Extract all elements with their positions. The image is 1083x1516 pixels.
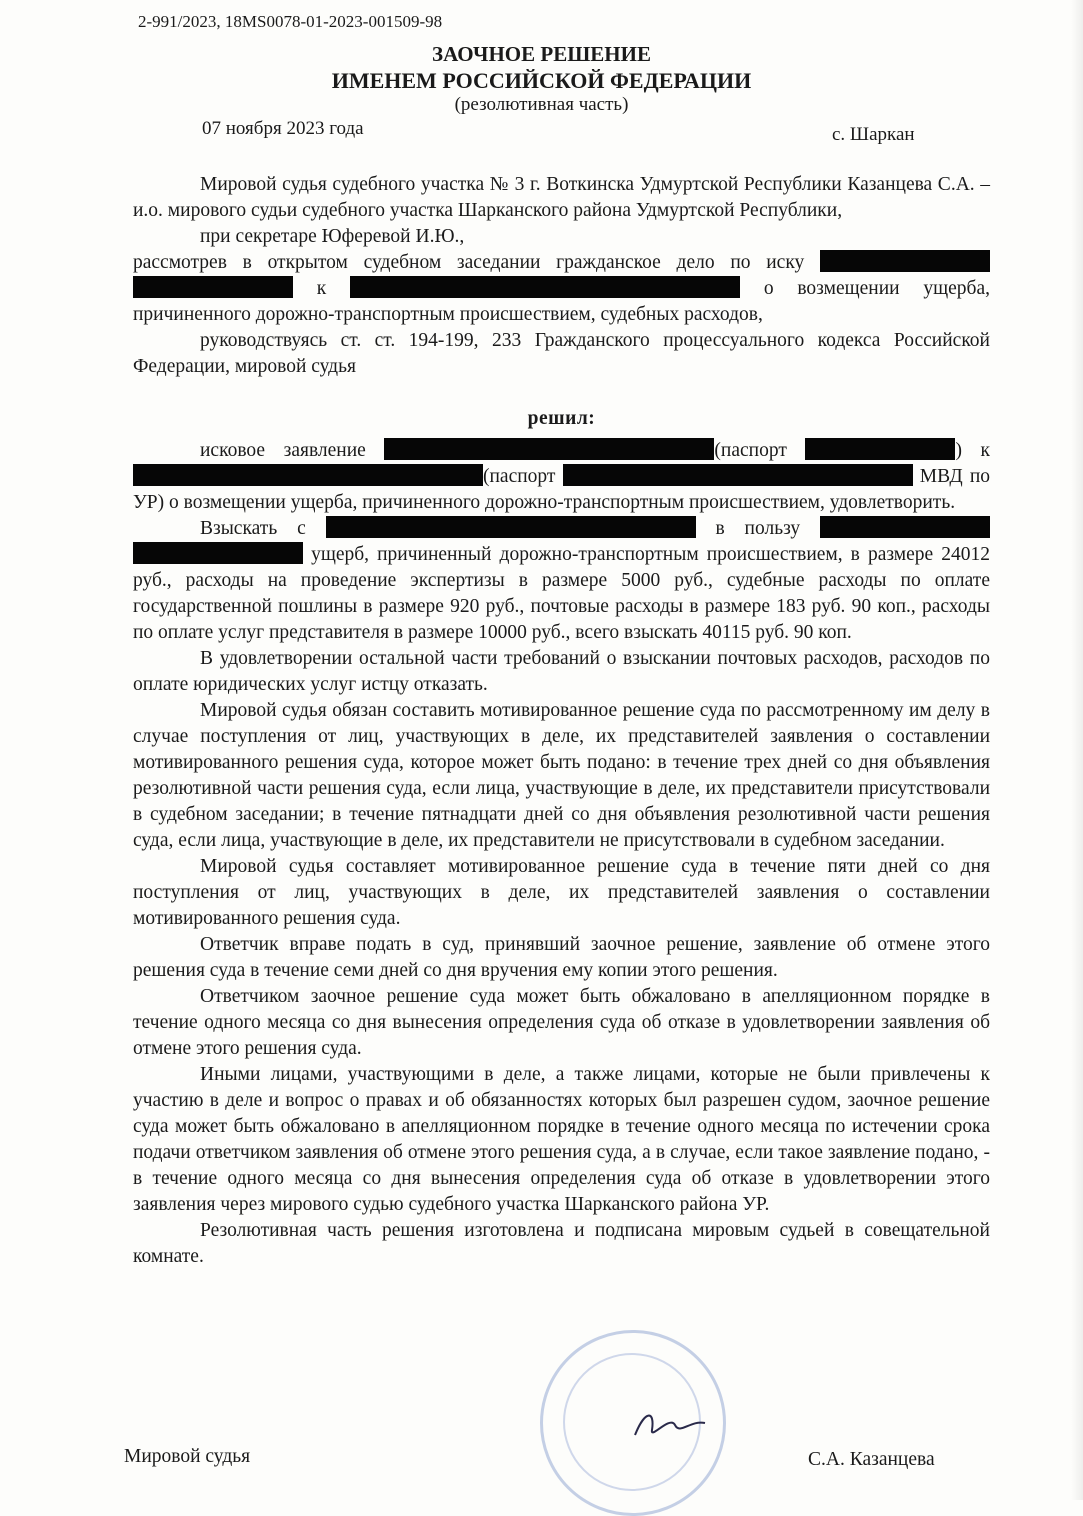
document-body: [133, 172, 990, 1270]
claim-text-b: (паспорт: [714, 440, 787, 461]
redaction-block: [563, 464, 913, 486]
redaction-block: [820, 250, 990, 272]
recover-text-c: ущерб, причиненный дорожно-транспортным происшествием, в размере 24012 руб., расходы на проведение экспертизы в размере 5000 руб., судебные расходы по оплате государственной пошлины в размере 920 руб., почтовые расходы в размере 183 руб. 90 коп., расходы по оплате услуг представителя в размере 10000 руб., всего взыскать 40115 руб. 90 коп.: [133, 544, 990, 643]
redaction-block: [805, 438, 955, 460]
intro-case-text-b: к: [316, 278, 327, 299]
paragraph-refusal: В удовлетворении остальной части требований о взыскании почтовых расходов, расходов по оплате юридических услуг истцу отказать.: [133, 648, 990, 695]
intro-case-text-a: рассмотрев в открытом судебном заседании гражданское дело по иску: [133, 252, 805, 273]
redaction-block: [384, 438, 714, 460]
signature-title: Мировой судья: [124, 1446, 251, 1467]
signature-name: С.А. Казанцева: [808, 1449, 935, 1470]
recover-paragraph: [133, 516, 990, 646]
paragraph-motivated-term: Мировой судья составляет мотивированное решение суда в течение пяти дней со дня поступления от лиц, участвующих в деле, их представителей заявления о составлении мотивированного решения суда.: [133, 856, 990, 929]
redaction-block: [133, 464, 483, 486]
intro-case-text-c: о возмещении ущерба, причиненного дорожно-транспортным происшествием, судебных расходов,: [133, 278, 990, 325]
intro-case: [133, 250, 990, 328]
claim-text-d: (паспорт: [483, 466, 556, 487]
redaction-block: [350, 276, 740, 298]
claim-text-e: МВД по УР) о возмещении ущерба, причиненного дорожно-транспортным происшествием, удовлетворить.: [133, 466, 991, 513]
case-number: 2-991/2023, 18MS0078-01-2023-001509-98: [138, 12, 443, 31]
paragraph-resolutive: Резолютивная часть решения изготовлена и подписана мировым судьей в совещательной комнате.: [133, 1220, 990, 1267]
decision-date: 07 ноября 2023 года: [202, 118, 364, 139]
intro-secretary: при секретаре Юферевой И.Ю.,: [200, 226, 465, 247]
decision-heading: решил:: [527, 408, 596, 429]
document-subtitle: (резолютивная часть): [454, 94, 629, 115]
redaction-block: [133, 276, 293, 298]
paragraph-defendant-right: Ответчик вправе подать в суд, принявший заочное решение, заявление об отмене этого решения суда в течение семи дней со дня вручения ему копии этого решения.: [133, 934, 990, 981]
recover-text-b: в пользу: [715, 518, 801, 539]
redaction-block: [820, 516, 990, 538]
decision-place: с. Шаркан: [832, 124, 915, 145]
judge-signature: [630, 1405, 710, 1445]
paragraph-others-appeal: Иными лицами, участвующими в деле, а также лицами, которые не были привлечены к участию в деле и вопрос о правах и об обязанностях которых был разрешен судом, заочное решение суда может быть обжаловано в апелляционном порядке в течение одного месяца по истечении срока подачи ответчиком заявления об отмене этого решения суда, а в случае, если такое заявление подано, - в течение одного месяца со дня вынесения определения суда об отказе в удовлетворении этого заявления через мирового судью судебного участка Шарканского района УР.: [133, 1064, 990, 1215]
claim-text-a: исковое заявление: [200, 440, 366, 461]
redaction-block: [133, 542, 303, 564]
document-title-line2: ИМЕНЕМ РОССИЙСКОЙ ФЕДЕРАЦИИ: [331, 68, 752, 93]
claim-paragraph: [133, 438, 990, 516]
redaction-block: [326, 516, 696, 538]
document-title: ЗАОЧНОЕ РЕШЕНИЕ: [432, 42, 651, 66]
intro-judge: Мировой судья судебного участка № 3 г. Воткинска Удмуртской Республики Казанцева С.А. – и.о. мирового судьи судебного участка Шарканского района Удмуртской Республики,: [133, 174, 990, 221]
scan-edge-shadow: [1071, 0, 1083, 1500]
paragraph-motivated-obligation: Мировой судья обязан составить мотивированное решение суда по рассмотренному им делу в случае поступления от лиц, участвующих в деле, их представителей заявления о составлении мотивированного решения суда, которое может быть подано: в течение трех дней со дня объявления резолютивной части решения суда, если лица, участвующие в деле, их представители присутствовали в судебном заседании; в течение пятнадцати дней со дня объявления резолютивной части решения суда, если лица, участвующие в деле, их представители не присутствовали в судебном заседании.: [133, 700, 990, 851]
paragraph-defendant-appeal: Ответчиком заочное решение суда может быть обжаловано в апелляционном порядке в течение одного месяца со дня вынесения определения суда об отказе в удовлетворении заявления об отмене этого решения суда.: [133, 986, 990, 1059]
recover-text-a: Взыскать с: [200, 518, 306, 539]
intro-guided: руководствуясь ст. ст. 194-199, 233 Гражданского процессуального кодекса Российской Федерации, мировой судья: [133, 330, 990, 377]
claim-text-c: ) к: [955, 440, 991, 461]
